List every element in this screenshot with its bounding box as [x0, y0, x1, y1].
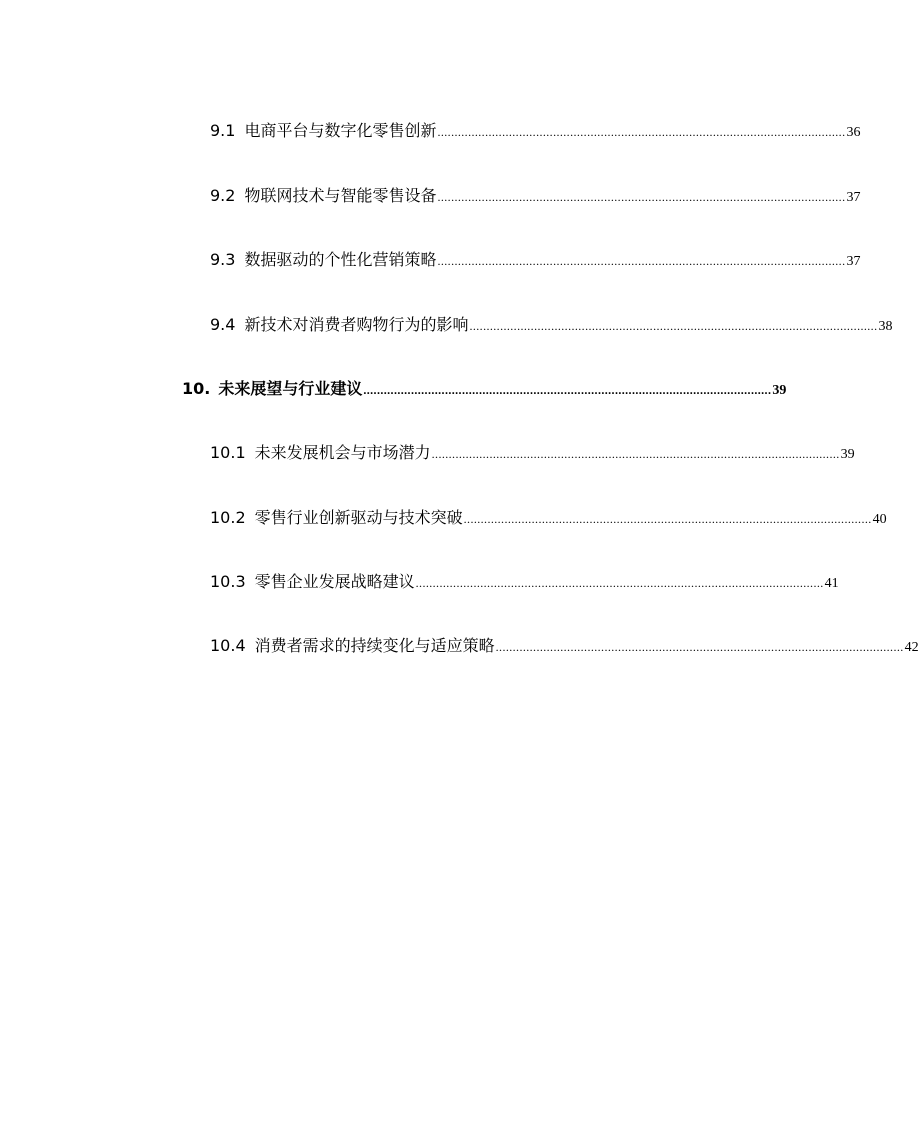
- toc-entry-10-3[interactable]: [210, 569, 839, 592]
- toc-entry-label: [210, 312, 468, 335]
- toc-entry-number: 9.2: [210, 186, 236, 205]
- toc-entry-9-3[interactable]: [210, 247, 861, 270]
- toc-dot-leader: ........................................................................................................................: [431, 447, 840, 461]
- toc-entry-number: 10.3: [210, 572, 246, 591]
- toc-entry-title: 消费者需求的持续变化与适应策略: [254, 636, 495, 655]
- toc-entry-page: 39: [840, 447, 855, 462]
- toc-dot-leader: ........................................................................................................................: [469, 319, 878, 333]
- toc-entry-title: 新技术对消费者购物行为的影响: [244, 315, 469, 334]
- toc-entry-title: 数据驱动的个性化营销策略: [244, 250, 437, 269]
- toc-dot-leader: ........................................................................................................................: [495, 640, 904, 654]
- toc-dot-leader: ........................................................................................................................: [437, 190, 846, 204]
- toc-entry-9-2[interactable]: [210, 183, 861, 206]
- toc-entry-page: 41: [824, 576, 839, 591]
- toc-entry-number: 9.1: [210, 121, 236, 140]
- toc-entry-title: 未来展望与行业建议: [218, 379, 363, 398]
- toc-entry-number: 10.: [182, 379, 211, 398]
- toc-entry-number: 10.4: [210, 636, 246, 655]
- toc-entry-page: 37: [846, 254, 861, 269]
- toc-entry-label: [210, 247, 436, 270]
- toc-entry-label: [210, 633, 495, 656]
- toc-dot-leader: ........................................................................................................................: [437, 254, 846, 268]
- toc-entry-label: [210, 440, 431, 463]
- toc-dot-leader: ........................................................................................................................: [437, 125, 846, 139]
- toc-entry-page: 40: [872, 512, 887, 527]
- toc-entry-title: 物联网技术与智能零售设备: [244, 186, 437, 205]
- toc-entry-number: 10.2: [210, 508, 246, 527]
- toc-dot-leader: ........................................................................................................................: [463, 512, 872, 526]
- toc-entry-10-1[interactable]: [210, 440, 855, 463]
- toc-entry-label: [182, 376, 362, 399]
- toc-entry-number: 9.4: [210, 315, 236, 334]
- toc-entry-9-4[interactable]: [210, 312, 893, 335]
- toc-entry-page: 42: [904, 640, 919, 655]
- toc-entry-page: 37: [846, 190, 861, 205]
- toc-entry-number: 9.3: [210, 250, 236, 269]
- toc-entry-label: [210, 183, 436, 206]
- toc-entry-10[interactable]: [182, 376, 787, 399]
- toc-entry-9-1[interactable]: [210, 118, 861, 141]
- toc-entry-title: 零售企业发展战略建议: [254, 572, 415, 591]
- toc-entry-page: 38: [878, 319, 893, 334]
- toc-entry-label: [210, 569, 415, 592]
- toc-dot-leader: ........................................................................................................................: [363, 383, 772, 397]
- toc-entry-number: 10.1: [210, 443, 246, 462]
- toc-entry-page: 36: [846, 125, 861, 140]
- toc-entry-label: [210, 505, 463, 528]
- toc-entry-title: 零售行业创新驱动与技术突破: [254, 508, 463, 527]
- toc-entry-title: 未来发展机会与市场潜力: [254, 443, 431, 462]
- toc-entry-page: 39: [772, 383, 787, 398]
- toc-entry-10-4[interactable]: [210, 633, 919, 656]
- toc-entry-label: [210, 118, 436, 141]
- toc-dot-leader: ........................................................................................................................: [415, 576, 824, 590]
- toc-entry-title: 电商平台与数字化零售创新: [244, 121, 437, 140]
- toc-entry-10-2[interactable]: [210, 505, 887, 528]
